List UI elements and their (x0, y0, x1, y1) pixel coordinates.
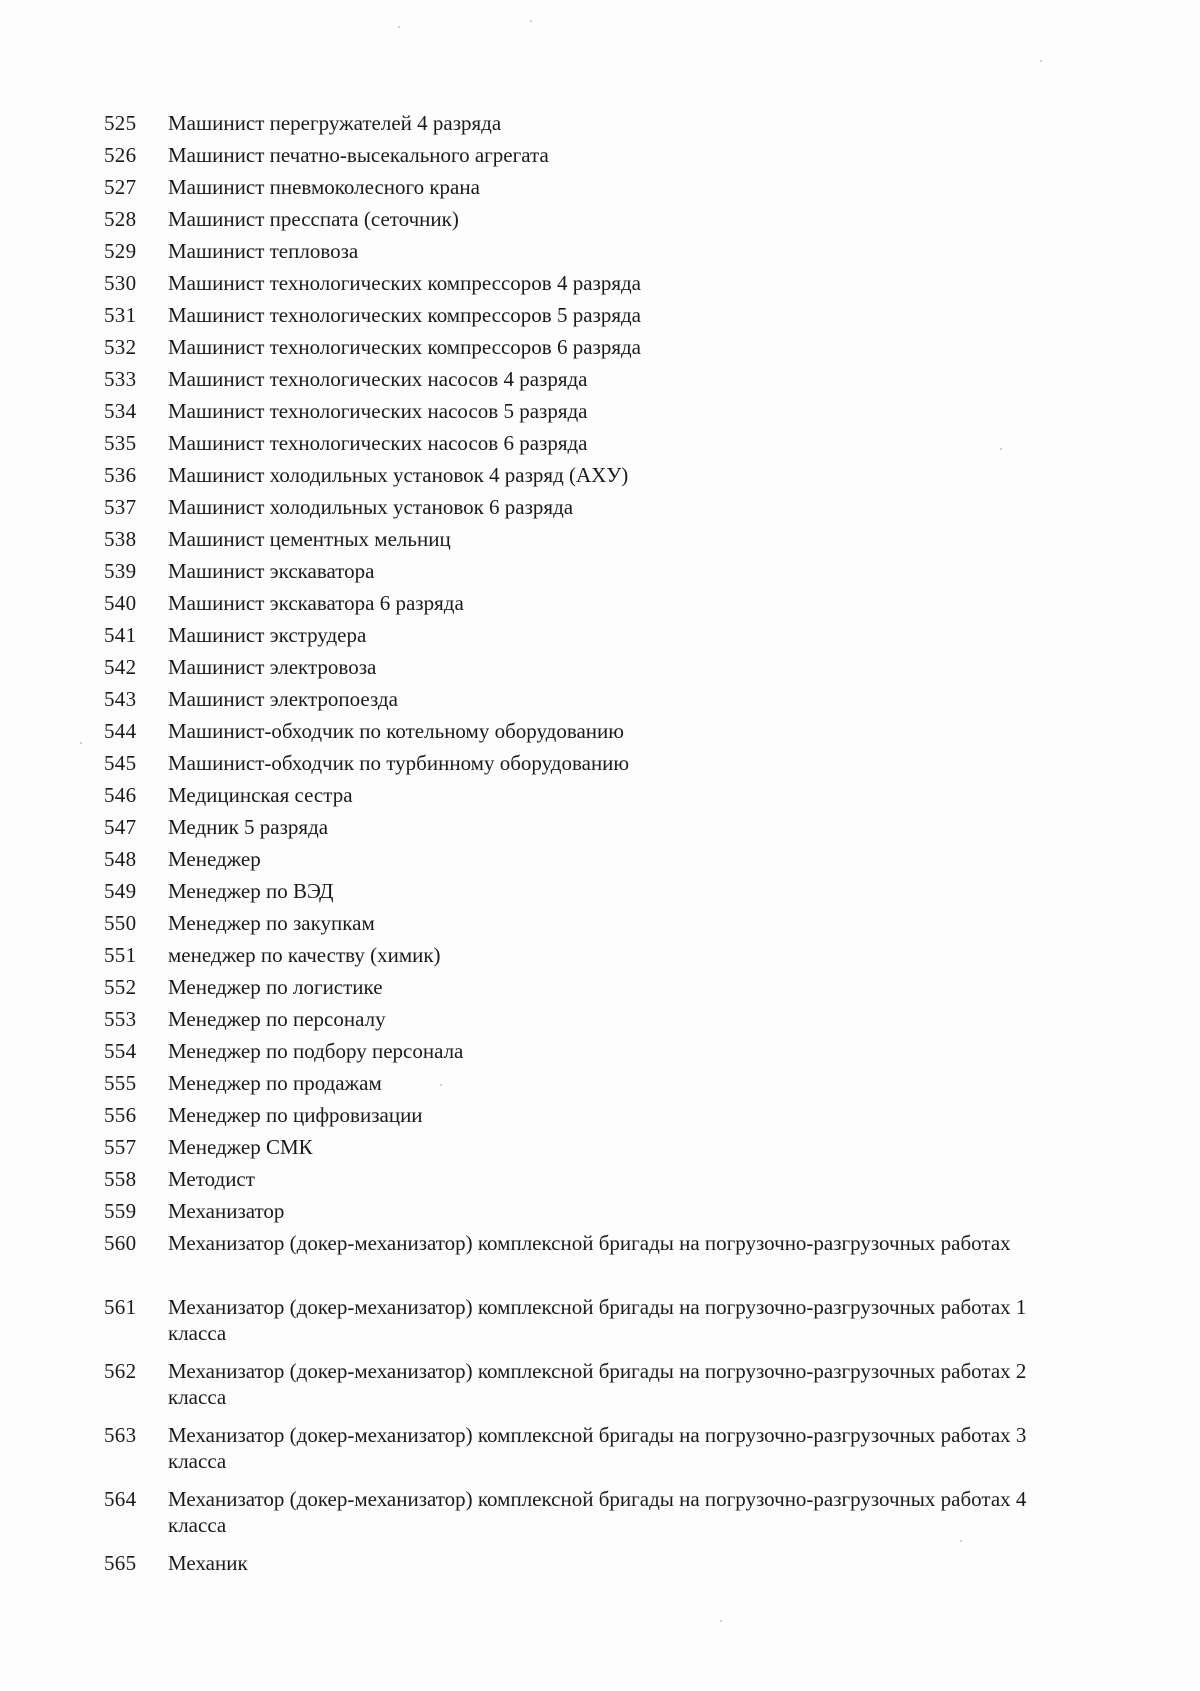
occupation-list (104, 110, 1084, 1582)
item-number: 531 (104, 303, 137, 327)
item-text: Менеджер (168, 847, 261, 871)
item-number: 545 (104, 751, 137, 775)
item-text: Машинист-обходчик по турбинному оборудованию (168, 751, 630, 775)
item-text: Машинист перегружателей 4 разряда (168, 111, 502, 135)
item-number: 547 (104, 815, 137, 839)
item-text: Машинист тепловоза (168, 239, 359, 263)
item-text: Механизатор (докер-механизатор) комплексной бригады на погрузочно-разгрузочных работах (168, 1231, 1011, 1255)
item-text: Механизатор (168, 1199, 285, 1223)
list-item (104, 430, 1084, 462)
item-number: 542 (104, 655, 137, 679)
scan-speck (1040, 60, 1042, 62)
item-text: Механизатор (докер-механизатор) комплексной бригады на погрузочно-разгрузочных работах 2 класса (168, 1359, 1027, 1409)
list-item (104, 1198, 1084, 1230)
list-item (104, 366, 1084, 398)
item-number: 552 (104, 975, 137, 999)
list-item (104, 782, 1084, 814)
list-item (104, 398, 1084, 430)
item-text: Менеджер по персоналу (168, 1007, 386, 1031)
item-number: 561 (104, 1295, 137, 1319)
list-item (104, 910, 1084, 942)
item-number: 549 (104, 879, 137, 903)
item-number: 528 (104, 207, 137, 231)
item-text: Машинист технологических насосов 6 разряда (168, 431, 588, 455)
item-number: 529 (104, 239, 137, 263)
list-item (104, 494, 1084, 526)
item-text: Механизатор (докер-механизатор) комплексной бригады на погрузочно-разгрузочных работах 4 класса (168, 1487, 1027, 1537)
list-item (104, 1134, 1084, 1166)
scan-speck (398, 26, 400, 28)
item-number: 536 (104, 463, 137, 487)
item-text: Менеджер СМК (168, 1135, 313, 1159)
item-number: 527 (104, 175, 137, 199)
list-item (104, 814, 1084, 846)
list-item (104, 1422, 1084, 1486)
item-number: 548 (104, 847, 137, 871)
item-text: Методист (168, 1167, 255, 1191)
item-text: Менеджер по цифровизации (168, 1103, 423, 1127)
item-text: Машинист технологических компрессоров 4 разряда (168, 271, 642, 295)
item-text: Машинист технологических насосов 5 разряда (168, 399, 588, 423)
item-number: 565 (104, 1551, 137, 1575)
item-text: Машинист экскаватора 6 разряда (168, 591, 464, 615)
list-item (104, 142, 1084, 174)
list-item (104, 974, 1084, 1006)
item-text: Машинист технологических насосов 4 разряда (168, 367, 588, 391)
item-text: Медицинская сестра (168, 783, 353, 807)
item-text: Машинист холодильных установок 6 разряда (168, 495, 574, 519)
list-item (104, 686, 1084, 718)
item-number: 532 (104, 335, 137, 359)
item-text: Машинист экструдера (168, 623, 367, 647)
list-item (104, 878, 1084, 910)
item-number: 553 (104, 1007, 137, 1031)
list-item (104, 1550, 1084, 1582)
item-text: Машинист пневмоколесного крана (168, 175, 480, 199)
item-text: Медник 5 разряда (168, 815, 329, 839)
item-number: 560 (104, 1231, 137, 1255)
item-text: Менеджер по закупкам (168, 911, 375, 935)
item-number: 564 (104, 1487, 137, 1511)
scan-speck (80, 742, 82, 744)
item-text: Машинист технологических компрессоров 6 разряда (168, 335, 642, 359)
item-text: Машинист экскаватора (168, 559, 375, 583)
list-item (104, 270, 1084, 302)
item-number: 539 (104, 559, 137, 583)
item-number: 554 (104, 1039, 137, 1063)
list-item (104, 1006, 1084, 1038)
item-text: Механик (168, 1551, 248, 1575)
list-item (104, 558, 1084, 590)
item-text: Машинист-обходчик по котельному оборудованию (168, 719, 624, 743)
item-number: 559 (104, 1199, 137, 1223)
list-item (104, 1038, 1084, 1070)
list-item (104, 334, 1084, 366)
list-item (104, 1230, 1084, 1294)
item-number: 557 (104, 1135, 137, 1159)
item-text: Менеджер по ВЭД (168, 879, 334, 903)
item-number: 563 (104, 1423, 137, 1447)
item-text: Машинист технологических компрессоров 5 разряда (168, 303, 642, 327)
list-item (104, 718, 1084, 750)
list-item (104, 942, 1084, 974)
item-text: Механизатор (докер-механизатор) комплексной бригады на погрузочно-разгрузочных работах 1 класса (168, 1295, 1027, 1345)
item-text: Машинист холодильных установок 4 разряд (АХУ) (168, 463, 629, 487)
list-item (104, 302, 1084, 334)
item-text: Механизатор (докер-механизатор) комплексной бригады на погрузочно-разгрузочных работах 3 класса (168, 1423, 1027, 1473)
scan-speck (720, 1620, 722, 1622)
item-number: 550 (104, 911, 137, 935)
list-item (104, 1102, 1084, 1134)
item-text: Машинист электровоза (168, 655, 377, 679)
item-number: 555 (104, 1071, 137, 1095)
item-number: 537 (104, 495, 137, 519)
list-item (104, 654, 1084, 686)
list-item (104, 1486, 1084, 1550)
list-item (104, 622, 1084, 654)
item-number: 530 (104, 271, 137, 295)
item-text: Машинист пресспата (сеточник) (168, 207, 459, 231)
list-item (104, 206, 1084, 238)
item-text: Менеджер по подбору персонала (168, 1039, 464, 1063)
item-text: Машинист цементных мельниц (168, 527, 451, 551)
list-item (104, 1166, 1084, 1198)
item-text: менеджер по качеству (химик) (168, 943, 441, 967)
list-item (104, 1294, 1084, 1358)
item-number: 526 (104, 143, 137, 167)
item-text: Менеджер по логистике (168, 975, 383, 999)
list-item (104, 750, 1084, 782)
item-number: 525 (104, 111, 137, 135)
list-item (104, 238, 1084, 270)
list-item (104, 846, 1084, 878)
item-number: 556 (104, 1103, 137, 1127)
list-item (104, 1358, 1084, 1422)
item-number: 546 (104, 783, 137, 807)
item-text: Машинист электропоезда (168, 687, 398, 711)
list-item (104, 174, 1084, 206)
item-number: 541 (104, 623, 137, 647)
list-item (104, 110, 1084, 142)
item-number: 544 (104, 719, 137, 743)
list-item (104, 526, 1084, 558)
item-text: Машинист печатно-высекального агрегата (168, 143, 549, 167)
item-number: 543 (104, 687, 137, 711)
item-number: 551 (104, 943, 137, 967)
item-text: Менеджер по продажам (168, 1071, 382, 1095)
item-number: 538 (104, 527, 137, 551)
item-number: 533 (104, 367, 137, 391)
list-item (104, 462, 1084, 494)
list-item (104, 590, 1084, 622)
item-number: 562 (104, 1359, 137, 1383)
item-number: 558 (104, 1167, 137, 1191)
scan-speck (530, 20, 532, 22)
item-number: 535 (104, 431, 137, 455)
item-number: 540 (104, 591, 137, 615)
item-number: 534 (104, 399, 137, 423)
list-item (104, 1070, 1084, 1102)
